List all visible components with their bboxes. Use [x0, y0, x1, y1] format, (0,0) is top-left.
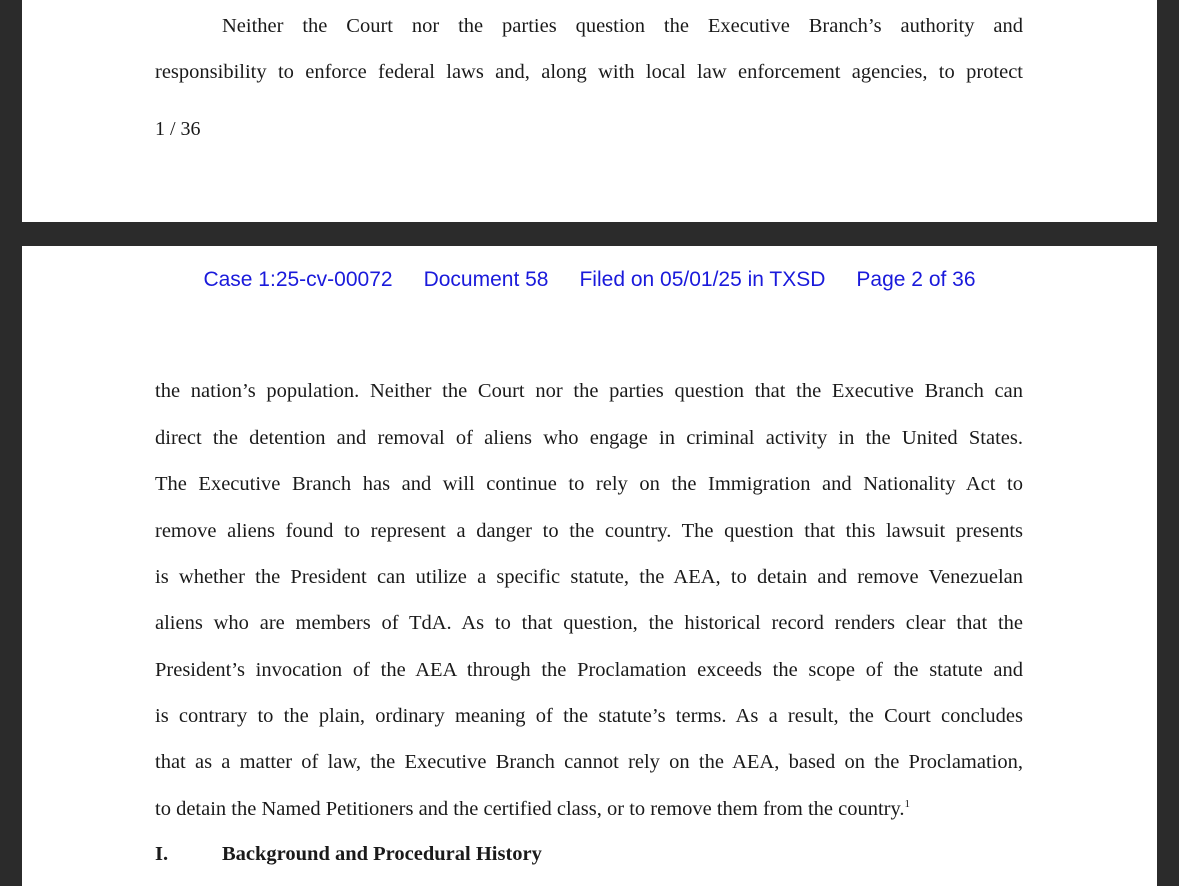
- court-filing-header: [22, 268, 1157, 292]
- body-text-line: that as a matter of law, the Executive Branch cannot rely on the AEA, based on the Proclamation,: [155, 751, 1023, 773]
- body-text-line: is contrary to the plain, ordinary meaning of the statute’s terms. As a result, the Court concludes: [155, 705, 1023, 727]
- body-text-line: responsibility to enforce federal laws and, along with local law enforcement agencies, to protect: [155, 61, 1023, 83]
- body-text-line: the nation’s population. Neither the Court nor the parties question that the Executive Branch can: [155, 380, 1023, 402]
- body-text-line: The Executive Branch has and will continue to rely on the Immigration and Nationality Act to: [155, 473, 1023, 495]
- case-number: Case 1:25-cv-00072: [203, 268, 393, 291]
- filing-date: Filed on 05/01/25 in TXSD: [579, 268, 826, 291]
- footnote-marker[interactable]: 1: [904, 798, 911, 811]
- body-text-line-with-footnote: [155, 797, 1023, 821]
- body-text-line: is whether the President can utilize a specific statute, the AEA, to detain and remove Venezuelan: [155, 566, 1023, 588]
- body-text-line: direct the detention and removal of aliens who engage in criminal activity in the United States.: [155, 427, 1023, 449]
- section-heading: [155, 843, 542, 866]
- body-text: to detain the Named Petitioners and the certified class, or to remove them from the country.: [155, 798, 905, 820]
- page-number: 1 / 36: [155, 118, 201, 140]
- body-text-line: aliens who are members of TdA. As to that question, the historical record renders clear that the: [155, 612, 1023, 634]
- page-indicator: Page 2 of 36: [856, 268, 976, 291]
- body-text-line: remove aliens found to represent a danger to the country. The question that this lawsuit presents: [155, 520, 1023, 542]
- body-text-line: President’s invocation of the AEA through the Proclamation exceeds the scope of the statute and: [155, 659, 1023, 681]
- section-number: I.: [155, 843, 169, 865]
- section-title: Background and Procedural History: [222, 843, 542, 865]
- document-page-1: [22, 0, 1157, 222]
- document-number: Document 58: [423, 268, 549, 291]
- body-text-line: Neither the Court nor the parties question the Executive Branch’s authority and: [222, 15, 1023, 37]
- document-page-2: [22, 246, 1157, 886]
